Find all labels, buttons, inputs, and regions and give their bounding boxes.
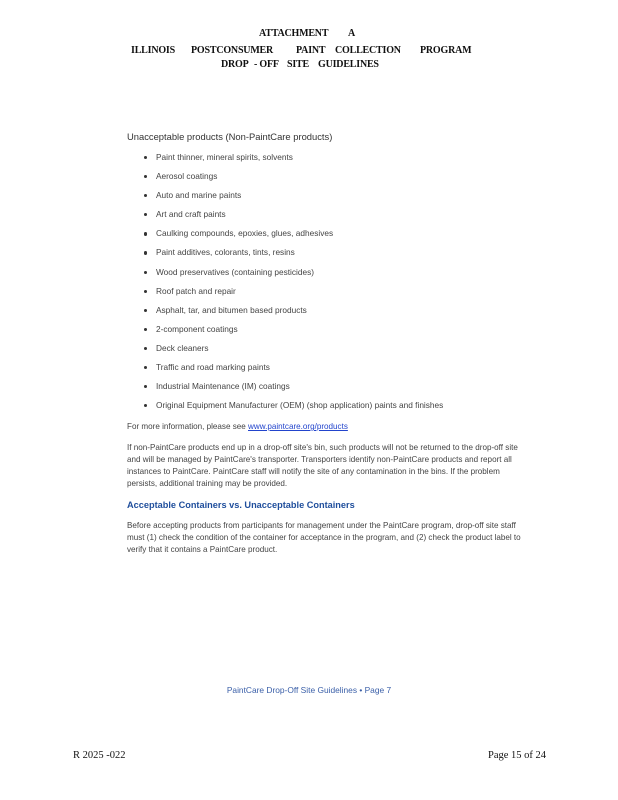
list-item [127, 148, 443, 167]
bullet-icon [144, 213, 147, 216]
header-word: PROGRAM [420, 45, 472, 56]
list-item-label: Aerosol coatings [156, 171, 218, 182]
list-item [127, 263, 443, 282]
page-count: Page 15 of 24 [488, 750, 547, 761]
list-item [127, 339, 443, 358]
list-item [127, 358, 443, 377]
header-word: - OFF [254, 59, 279, 70]
list-item-label: Deck cleaners [156, 342, 209, 353]
list-item [127, 167, 443, 186]
list-item [127, 205, 443, 224]
header-word: SITE [287, 59, 309, 70]
list-item-label: Asphalt, tar, and bitumen based products [156, 304, 307, 315]
list-item-label: Traffic and road marking paints [156, 362, 270, 373]
list-item-label: Paint thinner, mineral spirits, solvents [156, 152, 293, 162]
header-word: COLLECTION [335, 45, 401, 56]
list-item [127, 186, 443, 205]
header-line-3 [0, 59, 618, 73]
bullet-icon [144, 347, 147, 350]
header-word: ILLINOIS [131, 45, 175, 56]
header-word: A [348, 28, 356, 39]
page-footer: PaintCare Drop-Off Site Guidelines • Page 7 [226, 685, 392, 695]
containers-paragraph: Before accepting products from participants for management under the PaintCare program, drop-off site staff must (1) check the condition of the container for acceptance in the program, and (2) check the product label to verify that it contains a PaintCare product. [127, 521, 521, 554]
bullet-icon [144, 251, 147, 254]
list-item [127, 282, 443, 301]
bullet-icon [144, 309, 147, 312]
list-item-label: Caulking compounds, epoxies, glues, adhesives [156, 228, 334, 239]
bullet-icon [144, 366, 147, 369]
bullet-icon [144, 404, 147, 407]
non-paintcare-paragraph: If non-PaintCare products end up in a drop-off site's bin, such products will not be returned to the drop-off site and will be managed by PaintCare's transporter. Transporters identify non-PaintCare products and report all instances to PaintCare. PaintCare staff will notify the site of any contamination in the bins. If the problem persists, additional training may be provided. [127, 443, 518, 488]
document-number: R 2025 -022 [73, 750, 126, 761]
list-item-label: 2-component coatings [156, 323, 238, 334]
header-line-2 [0, 45, 618, 59]
header-word: GUIDELINES [318, 59, 379, 70]
products-link[interactable]: www.paintcare.org/products [248, 422, 348, 431]
list-item-label: Art and craft paints [156, 209, 226, 220]
list-item [127, 224, 443, 243]
list-item [127, 243, 443, 262]
header-line-1 [0, 28, 618, 42]
unacceptable-products-list [127, 148, 443, 415]
more-info-prefix: For more information, please see [127, 422, 249, 431]
list-item-label: Wood preservatives (containing pesticides) [156, 266, 315, 277]
list-item [127, 396, 443, 415]
header-word: POSTCONSUMER [191, 45, 274, 56]
header-word: DROP [221, 59, 249, 70]
bullet-icon [144, 232, 147, 235]
containers-heading: Acceptable Containers vs. Unacceptable Containers [127, 500, 355, 510]
list-item-label: Industrial Maintenance (IM) coatings [156, 381, 290, 392]
bullet-icon [144, 290, 147, 293]
list-item [127, 301, 443, 320]
more-info-line [127, 421, 527, 433]
bullet-icon [144, 271, 147, 274]
header-word: PAINT [296, 45, 326, 56]
bullet-icon [144, 175, 147, 178]
list-item-label: Original Equipment Manufacturer (OEM) (shop application) paints and finishes [156, 400, 444, 411]
header-word: ATTACHMENT [259, 28, 329, 39]
list-item-label: Roof patch and repair [156, 285, 236, 296]
list-item-label: Paint additives, colorants, tints, resins [156, 247, 295, 258]
bullet-icon [144, 385, 147, 388]
bullet-icon [144, 156, 147, 159]
bullet-icon [144, 328, 147, 331]
section-title: Unacceptable products (Non-PaintCare products) [127, 131, 333, 142]
bullet-icon [144, 194, 147, 197]
list-item [127, 320, 443, 339]
list-item-label: Auto and marine paints [156, 190, 242, 201]
list-item [127, 377, 443, 396]
